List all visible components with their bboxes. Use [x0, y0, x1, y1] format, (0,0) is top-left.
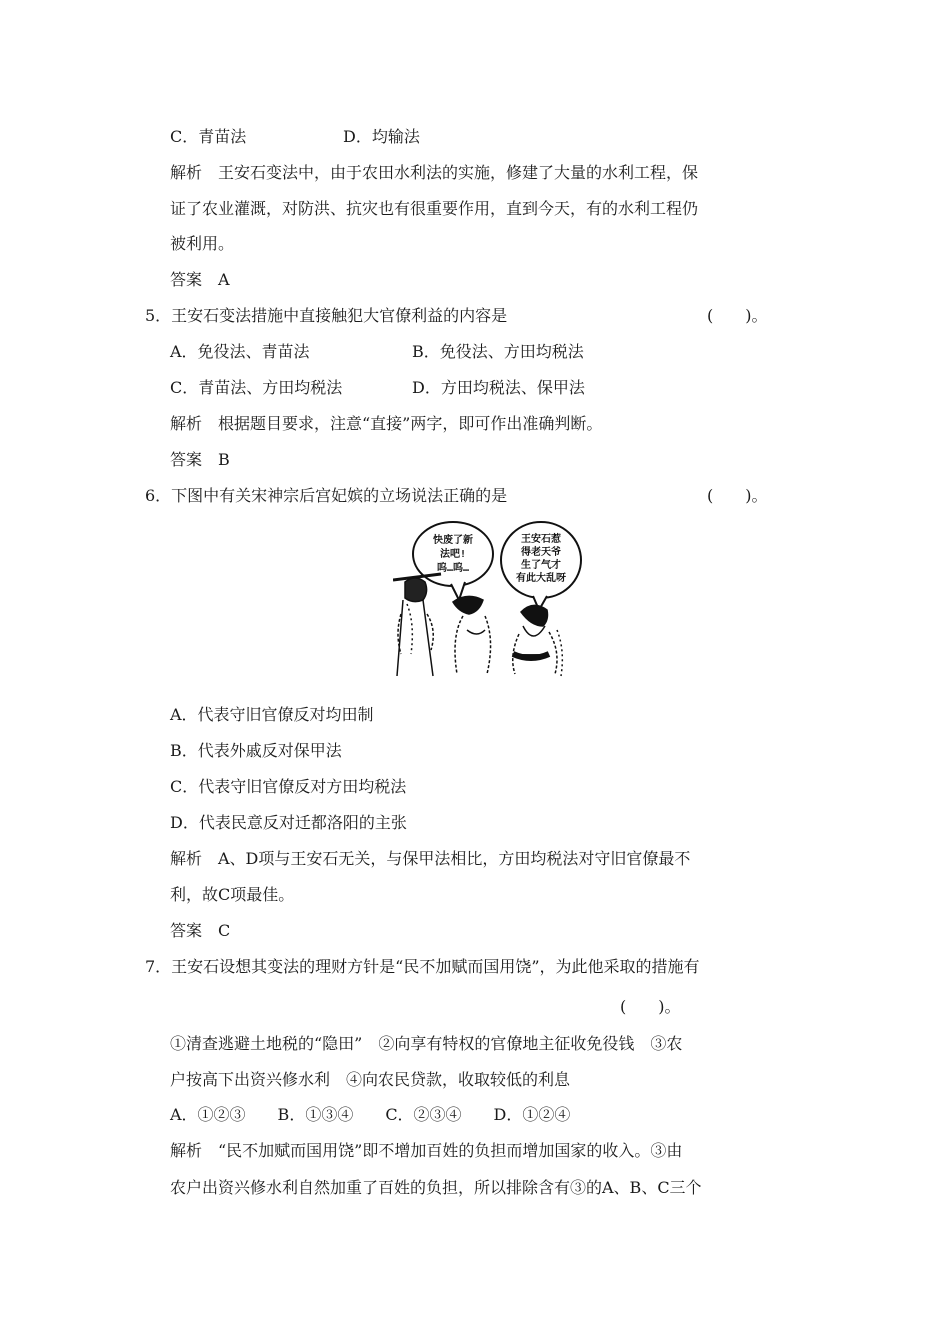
- q7-items-line1: ①清查逃避土地税的“隐田” ②向享有特权的官僚地主征收免役钱 ③农: [170, 1034, 683, 1053]
- q4-analysis-line3: 被利用。: [170, 234, 235, 253]
- bubble-left-line3: 呜…呜…: [436, 563, 470, 574]
- q5-analysis: 解析 根据题目要求，注意“直接”两字，即可作出准确判断。: [170, 414, 603, 433]
- q6-answer-paren: ( )。: [707, 486, 768, 505]
- bubble-right-line1: 王安石惹: [521, 534, 561, 545]
- q7-items-line2: 户按高下出资兴修水利 ④向农民贷款，收取较低的利息: [170, 1070, 571, 1089]
- q5-option-a: A．免役法、青苗法: [170, 342, 310, 361]
- q6-analysis-line1: 解析 A、D项与王安石无关，与保甲法相比，方田均税法对守旧官僚最不: [170, 849, 691, 868]
- q5-option-b: B．免役法、方田均税法: [412, 342, 584, 361]
- q5-option-d: D．方田均税法、保甲法: [412, 378, 585, 397]
- q5-option-c: C．青苗法、方田均税法: [170, 378, 343, 397]
- q5-stem: 5．王安石变法措施中直接触犯大官僚利益的内容是: [145, 306, 508, 325]
- emperor-figure: [393, 574, 441, 676]
- q6-option-c: C．代表守旧官僚反对方田均税法: [170, 777, 407, 796]
- q6-analysis-line2: 利，故C项最佳。: [170, 885, 295, 904]
- q7-answer-paren: ( )。: [620, 997, 681, 1016]
- q4-analysis-line1: 解析 王安石变法中，由于农田水利法的实施，修建了大量的水利工程，保: [170, 163, 699, 182]
- q7-stem: 7．王安石设想其变法的理财方针是“民不加赋而国用饶”，为此他采取的措施有: [145, 957, 700, 976]
- bubble-left-line2: 法吧!: [439, 549, 467, 560]
- q4-answer: 答案 A: [170, 270, 230, 289]
- q7-analysis-line1: 解析 “民不加赋而国用饶”即不增加百姓的负担而增加国家的收入。③由: [170, 1141, 683, 1160]
- bubble-right-line3: 生了气才: [521, 560, 561, 571]
- q4-option-c: C．青苗法: [170, 127, 247, 146]
- palace-consorts-cartoon: [393, 518, 583, 678]
- q4-option-d: D．均输法: [343, 127, 420, 146]
- kneeling-consort-figure: [453, 596, 491, 674]
- bubble-right-line4: 有此大乱呀: [516, 573, 566, 584]
- q5-answer: 答案 B: [170, 450, 230, 469]
- q7-analysis-line2: 农户出资兴修水利自然加重了百姓的负担，所以排除含有③的A、B、C三个: [170, 1178, 702, 1197]
- q7-options: A．①②③ B．①③④ C．②③④ D．①②④: [170, 1105, 571, 1124]
- q6-option-b: B．代表外戚反对保甲法: [170, 741, 342, 760]
- q6-answer: 答案 C: [170, 921, 231, 940]
- bubble-right-line2: 得老天爷: [521, 547, 561, 558]
- q6-stem: 6．下图中有关宋神宗后宫妃嫔的立场说法正确的是: [145, 486, 508, 505]
- q6-option-a: A．代表守旧官僚反对均田制: [170, 705, 374, 724]
- seated-consort-figure: [513, 605, 563, 676]
- q5-answer-paren: ( )。: [707, 306, 768, 325]
- q4-analysis-line2: 证了农业灌溉，对防洪、抗灾也有很重要作用，直到今天，有的水利工程仍: [170, 199, 699, 218]
- bubble-left-line1: 快废了新: [433, 535, 473, 546]
- q6-option-d: D．代表民意反对迁都洛阳的主张: [170, 813, 407, 832]
